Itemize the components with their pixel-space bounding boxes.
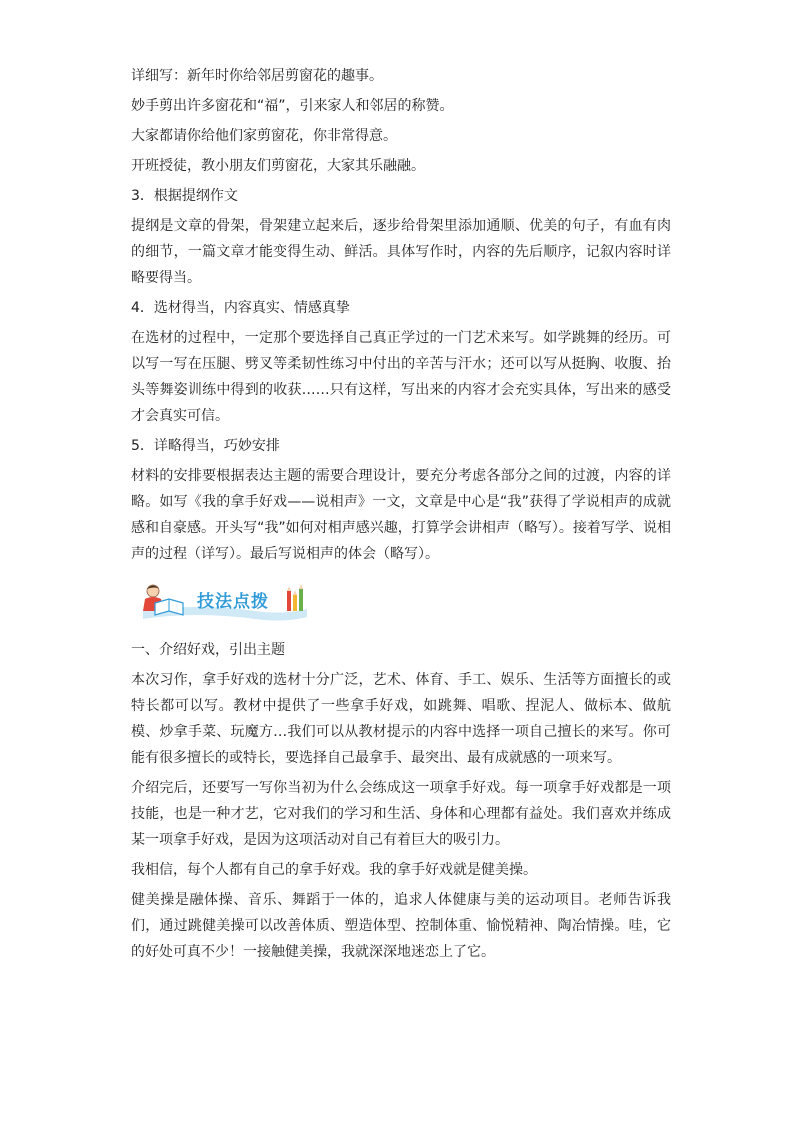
outline-line-1: 详细写：新年时你给邻居剪窗花的趣事。 xyxy=(131,68,383,84)
section-badge xyxy=(131,573,671,631)
part-1-paragraph-4: 健美操是融体操、音乐、舞蹈于一体的，追求人体健康与美的运动项目。老师告诉我们，通过跳健美操可以改善体质、塑造体型、控制体重、愉悦精神、陶冶情操。哇，它的好处可真不少！一接触健美操，我就深深地迷恋上了它。 xyxy=(131,892,671,960)
item-5-heading: 5．详略得当，巧妙安排 xyxy=(131,438,280,454)
outline-line-4: 开班授徒，教小朋友们剪窗花，大家其乐融融。 xyxy=(131,158,425,174)
document-body xyxy=(131,63,671,969)
part-1-heading: 一、介绍好戏，引出主题 xyxy=(131,642,285,658)
item-3-body: 提纲是文章的骨架，骨架建立起来后，逐步给骨架里添加通顺、优美的句子，有血有肉的细节，一篇文章才能变得生动、鲜活。具体写作时，内容的先后顺序，记叙内容时详略要得当。 xyxy=(131,218,671,286)
item-3-heading: 3．根据提纲作文 xyxy=(131,188,238,204)
item-4-heading: 4．选材得当，内容真实、情感真挚 xyxy=(131,300,350,316)
item-4-body: 在选材的过程中，一定那个要选择自己真正学过的一门艺术来写。如学跳舞的经历。可以写一写在压腿、劈叉等柔韧性练习中付出的辛苦与汗水；还可以写从挺胸、收腹、抬头等舞姿训练中得到的收获……只有这样，写出来的内容才会充实具体，写出来的感受才会真实可信。 xyxy=(131,330,671,424)
part-1-paragraph-3: 我相信，每个人都有自己的拿手好戏。我的拿手好戏就是健美操。 xyxy=(131,862,537,878)
part-1-paragraph-1: 本次习作，拿手好戏的选材十分广泛，艺术、体育、手工、娱乐、生活等方面擅长的或特长都可以写。教材中提供了一些拿手好戏，如跳舞、唱歌、捏泥人、做标本、做航模、炒拿手菜、玩魔方…我们可以从教材提示的内容中选择一项自己擅长的来写。你可能有很多擅长的或特长，要选择自己最拿手、最突出、最有成就感的一项来写。 xyxy=(131,672,671,766)
outline-line-2: 妙手剪出许多窗花和“福”，引来家人和邻居的称赞。 xyxy=(131,98,454,114)
part-1-paragraph-2: 介绍完后，还要写一写你当初为什么会练成这一项拿手好戏。每一项拿手好戏都是一项技能，也是一种才艺，它对我们的学习和生活、身体和心理都有益处。我们喜欢并练成某一项拿手好戏，是因为这项活动对自己有着巨大的吸引力。 xyxy=(131,780,671,848)
outline-line-3: 大家都请你给他们家剪窗花，你非常得意。 xyxy=(131,128,397,144)
item-5-body: 材料的安排要根据表达主题的需要合理设计，要充分考虑各部分之间的过渡，内容的详略。如写《我的拿手好戏——说相声》一文，文章是中心是“我”获得了学说相声的成就感和自豪感。开头写“我”如何对相声感兴趣，打算学会讲相声（略写）。接着写学、说相声的过程（详写）。最后写说相声的体会（略写）。 xyxy=(131,468,671,562)
section-badge-label: 技法点拨 xyxy=(197,592,269,612)
